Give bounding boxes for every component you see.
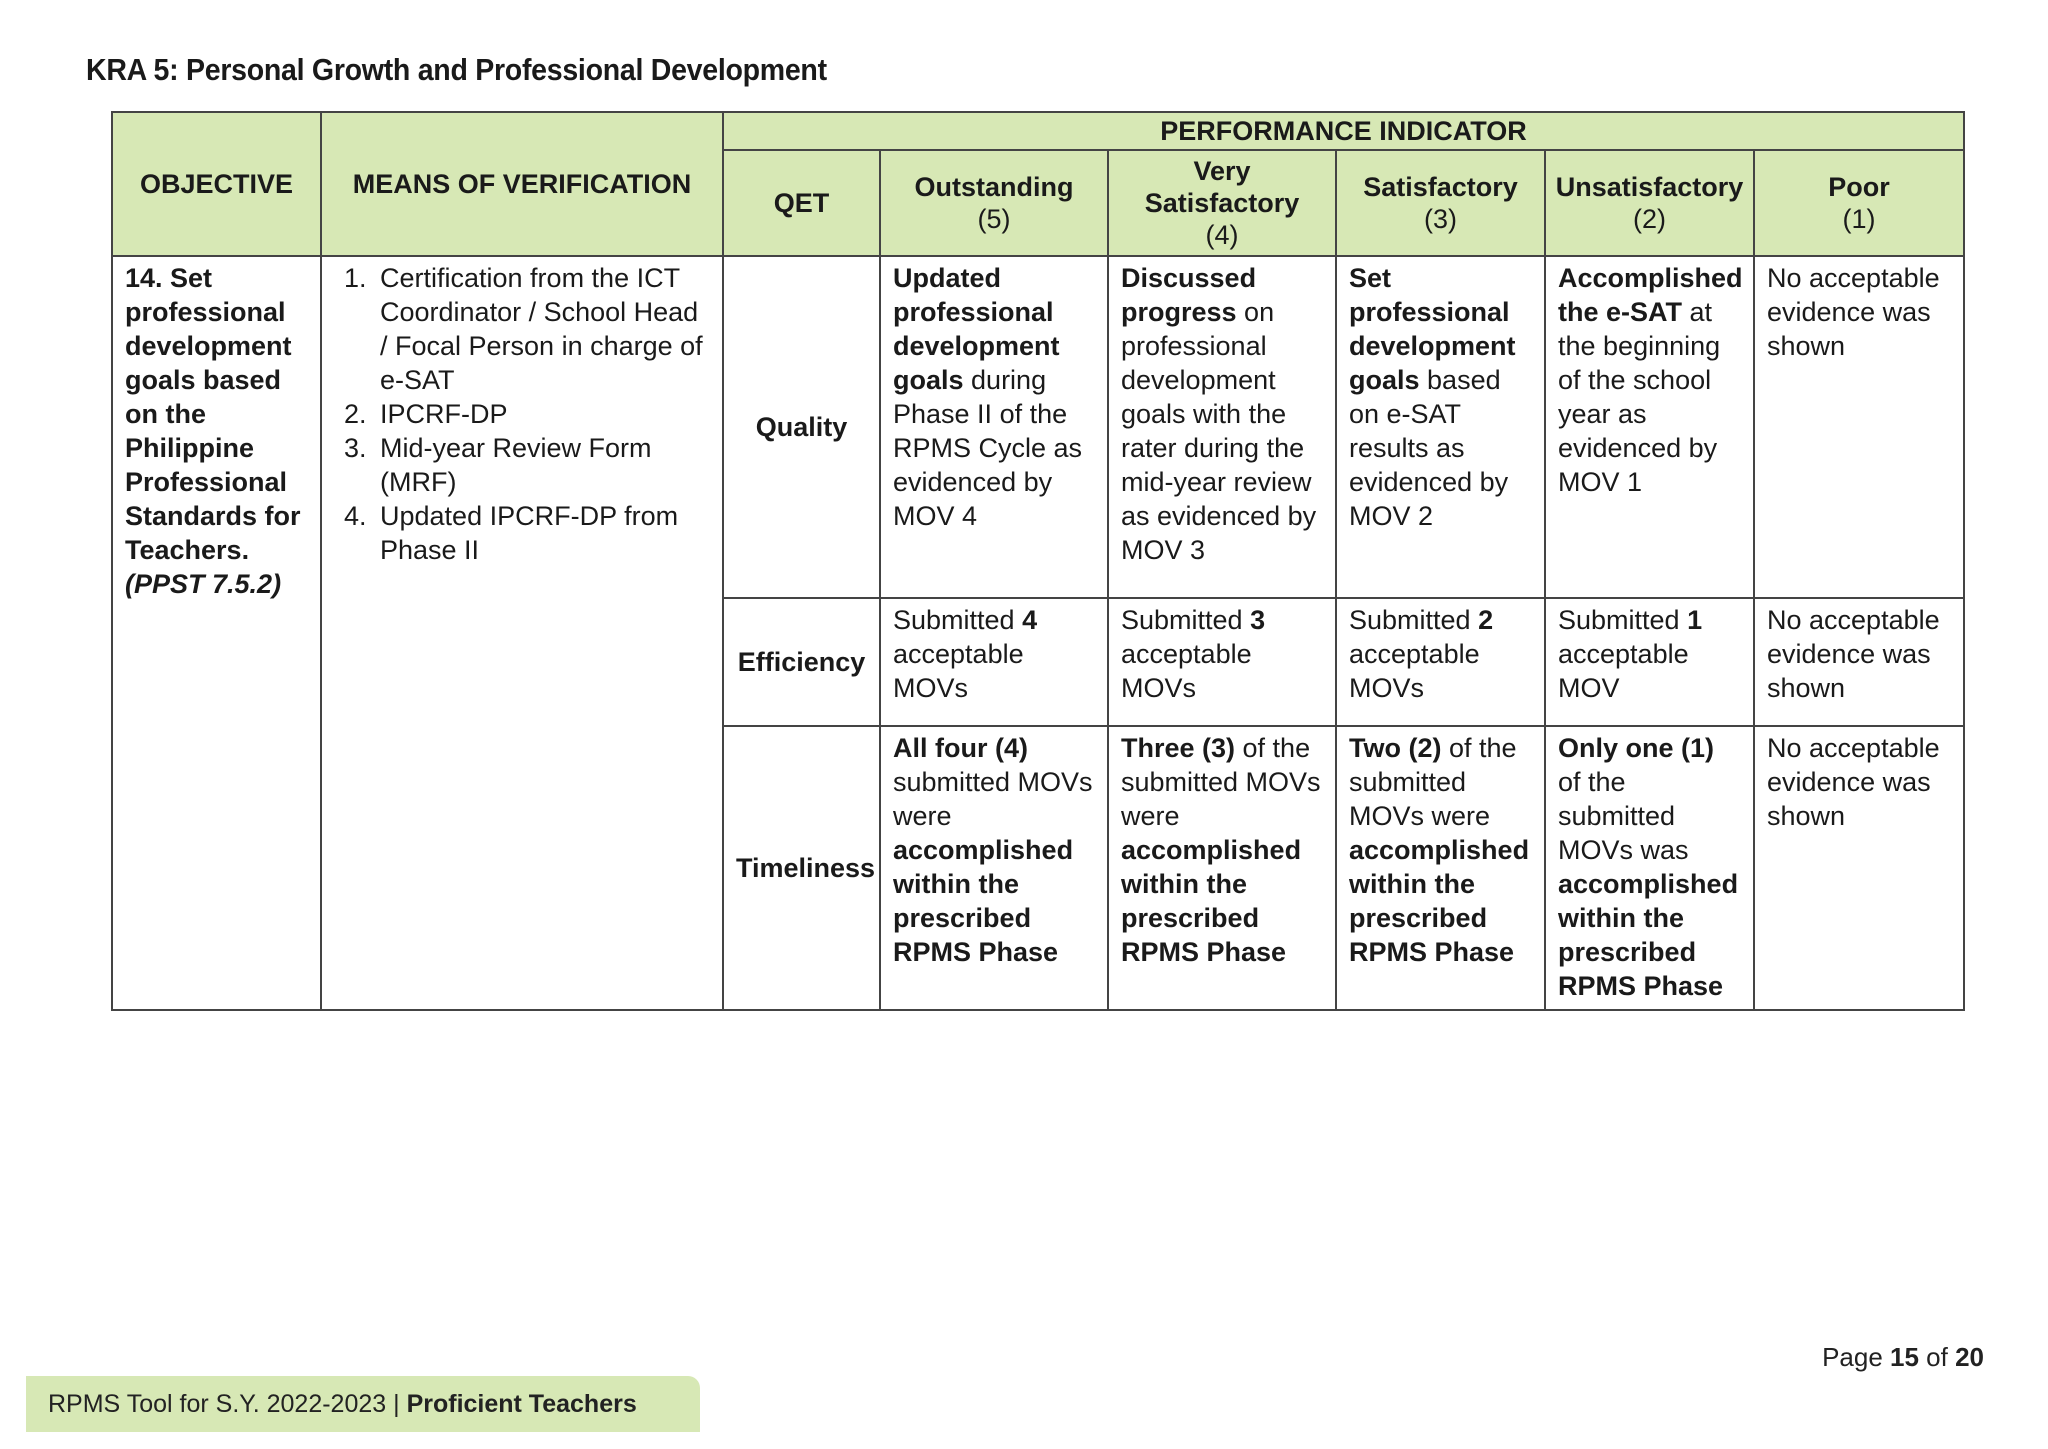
emphasis: accomplished within the prescribed RPMS Phase (1558, 869, 1739, 1001)
timeliness-poor: No acceptable evidence was shown (1754, 726, 1964, 1010)
rubric-table (111, 111, 1965, 1011)
efficiency-unsatisfactory (1545, 598, 1754, 726)
means-of-verification-cell (321, 256, 723, 1010)
efficiency-satisfactory (1336, 598, 1545, 726)
rating-header-outstanding (880, 150, 1108, 256)
timeliness-very-satisfactory (1108, 726, 1336, 1010)
emphasis: Two (2) (1349, 733, 1442, 763)
page-current: 15 (1890, 1342, 1919, 1372)
text: submitted MOVs were (893, 767, 1093, 831)
text: Submitted (893, 605, 1023, 635)
emphasis: accomplished within the prescribed RPMS Phase (1121, 835, 1302, 967)
timeliness-satisfactory (1336, 726, 1545, 1010)
rating-label: Unsatisfactory (1555, 172, 1744, 202)
quality-poor: No acceptable evidence was shown (1754, 256, 1964, 598)
emphasis: Three (3) (1121, 733, 1236, 763)
text: of the submitted MOVs were (1121, 733, 1321, 831)
footer-bold-text: Proficient Teachers (406, 1390, 637, 1418)
rating-score: (2) (1633, 204, 1666, 234)
page-prefix: Page (1822, 1342, 1891, 1372)
text: based on e-SAT results as evidenced by MOV 2 (1349, 365, 1509, 531)
efficiency-very-satisfactory (1108, 598, 1336, 726)
mov-item: 3. Mid-year Review Form (MRF) (374, 431, 710, 499)
emphasis: Only one (1) (1558, 733, 1715, 763)
rating-score: (3) (1424, 204, 1457, 234)
rating-label: Poor (1828, 172, 1890, 202)
rating-header-satisfactory (1336, 150, 1545, 256)
mov-item: 4. Updated IPCRF-DP from Phase II (374, 499, 710, 567)
text: during Phase II of the RPMS Cycle as evidenced by MOV 4 (893, 365, 1083, 531)
performance-indicator-header: PERFORMANCE INDICATOR (723, 112, 1964, 150)
rating-label: Very Satisfactory (1144, 156, 1300, 218)
text: of the submitted MOVs was (1558, 767, 1689, 865)
timeliness-outstanding (880, 726, 1108, 1010)
emphasis: Set professional development goals (1349, 263, 1516, 395)
objective-text: 14. Set professional development goals based on the Philippine Professional Standards for Teachers. (125, 263, 301, 565)
emphasis: 4 (1022, 605, 1038, 635)
qet-quality: Quality (723, 256, 880, 598)
objective-cell (112, 256, 321, 1010)
rating-header-unsatisfactory (1545, 150, 1754, 256)
efficiency-outstanding (880, 598, 1108, 726)
qet-efficiency: Efficiency (723, 598, 880, 726)
text: Submitted (1349, 605, 1479, 635)
rating-header-very-satisfactory (1108, 150, 1336, 256)
emphasis: Accomplished the e-SAT (1558, 263, 1743, 327)
emphasis: Updated professional development goals (893, 263, 1060, 395)
text: at the beginning of the school year as evidenced by MOV 1 (1558, 297, 1721, 497)
quality-very-satisfactory (1108, 256, 1336, 598)
rating-score: (4) (1205, 220, 1239, 250)
emphasis: 2 (1478, 605, 1494, 635)
timeliness-unsatisfactory (1545, 726, 1754, 1010)
quality-satisfactory (1336, 256, 1545, 598)
text: of the submitted MOVs were (1349, 733, 1517, 831)
text: acceptable MOVs (1349, 639, 1480, 703)
emphasis: accomplished within the prescribed RPMS Phase (1349, 835, 1530, 967)
text: on professional development goals with the rater during the mid-year review as evidenced by MOV 3 (1121, 297, 1317, 565)
page-number (1822, 1342, 1984, 1373)
page-title: KRA 5: Personal Growth and Professional Development (86, 52, 827, 87)
rating-label: Outstanding (914, 172, 1074, 202)
qet-header: QET (723, 150, 880, 256)
rating-score: (5) (977, 204, 1011, 234)
means-header: MEANS OF VERIFICATION (321, 112, 723, 256)
page-total: 20 (1955, 1342, 1984, 1372)
rating-label: Satisfactory (1363, 172, 1518, 202)
objective-header: OBJECTIVE (112, 112, 321, 256)
text: acceptable MOVs (1121, 639, 1252, 703)
efficiency-poor: No acceptable evidence was shown (1754, 598, 1964, 726)
text: Submitted (1121, 605, 1251, 635)
emphasis: accomplished within the prescribed RPMS Phase (893, 835, 1074, 967)
text: Submitted (1558, 605, 1688, 635)
rating-score: (1) (1842, 204, 1876, 234)
mov-item: 1. Certification from the ICT Coordinator / School Head / Focal Person in charge of e-SAT (374, 261, 710, 397)
emphasis: Discussed progress (1121, 263, 1257, 327)
mov-list (334, 261, 710, 567)
emphasis: All four (4) (893, 733, 1028, 763)
footer-text: RPMS Tool for S.Y. 2022-2023 | (48, 1390, 407, 1418)
rating-header-poor (1754, 150, 1964, 256)
quality-unsatisfactory (1545, 256, 1754, 598)
ppst-reference: (PPST 7.5.2) (125, 569, 282, 599)
page-sep: of (1918, 1342, 1956, 1372)
text: acceptable MOVs (893, 639, 1024, 703)
text: acceptable MOV (1558, 639, 1689, 703)
emphasis: 3 (1250, 605, 1266, 635)
mov-item: 2. IPCRF-DP (374, 397, 710, 431)
emphasis: 1 (1687, 605, 1703, 635)
qet-timeliness: Timeliness (723, 726, 880, 1010)
quality-outstanding (880, 256, 1108, 598)
footer-banner (26, 1376, 700, 1432)
